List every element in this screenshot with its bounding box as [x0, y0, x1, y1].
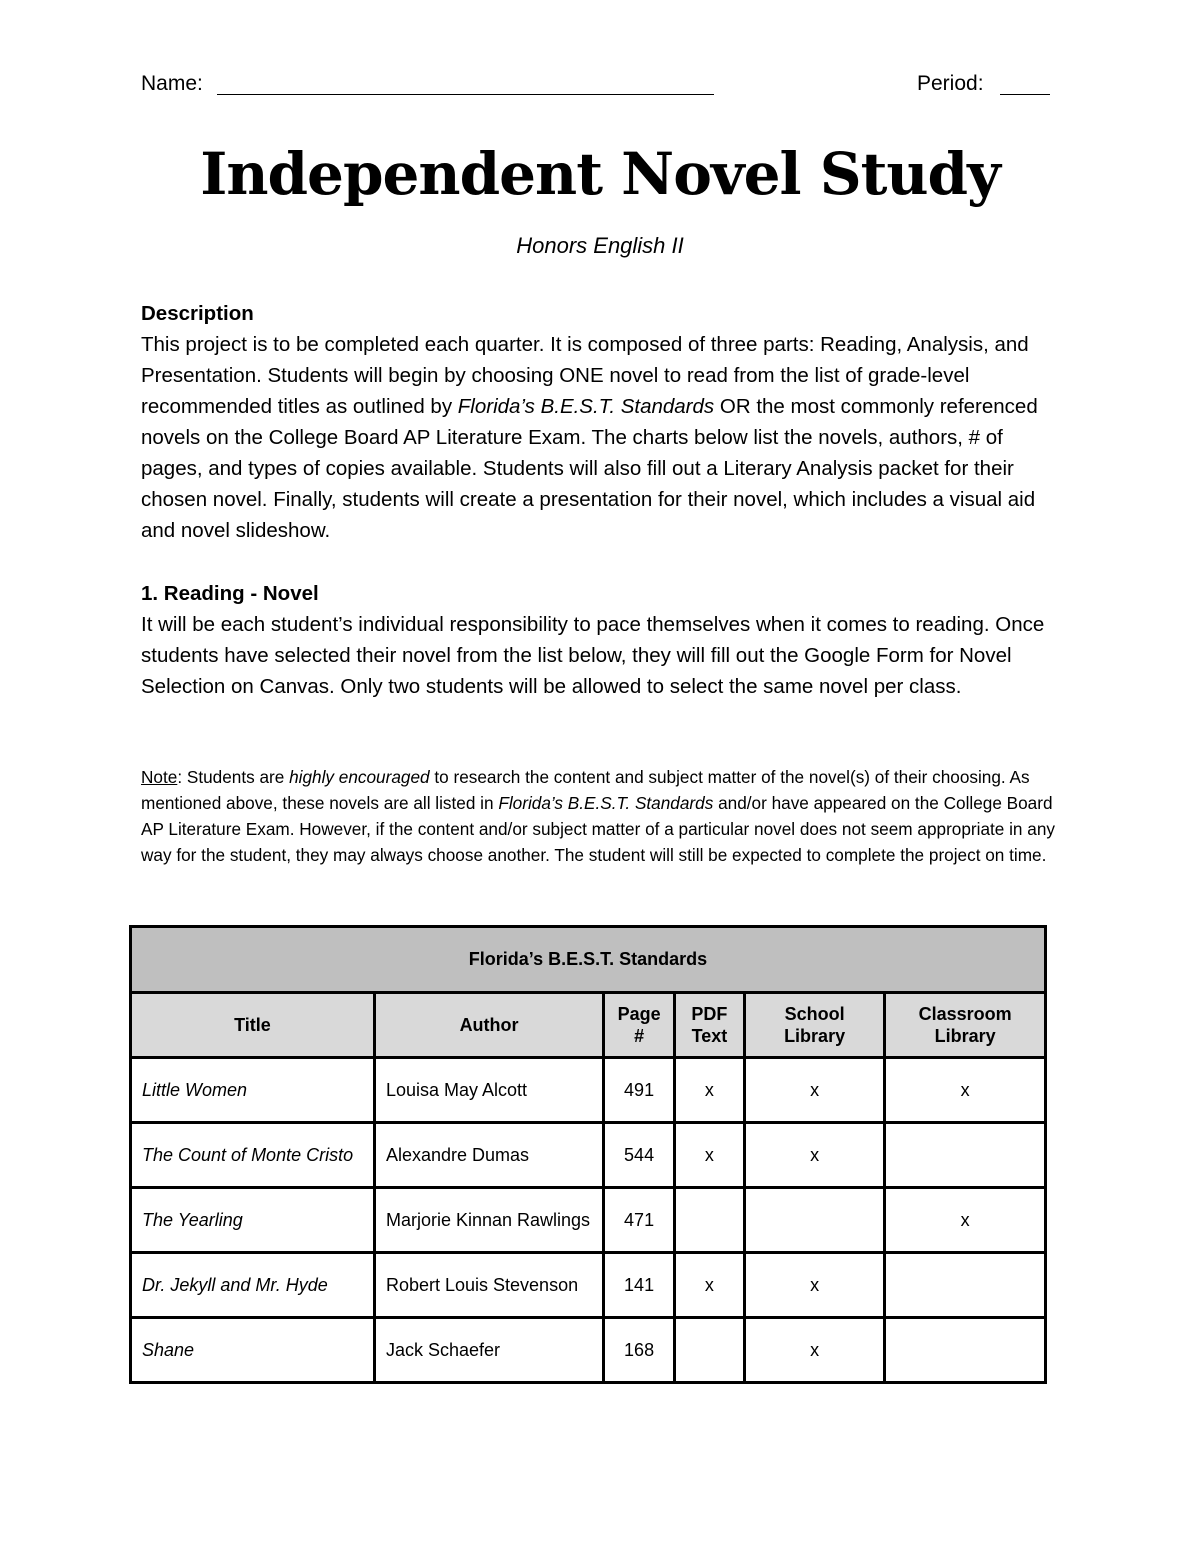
cell-pdf: x — [675, 1123, 745, 1188]
cell-classroom — [885, 1123, 1046, 1188]
header-line — [141, 72, 1051, 102]
table-row — [131, 1123, 1046, 1188]
table-header-row — [131, 993, 1046, 1058]
note-paragraph — [141, 764, 1061, 868]
cell-author: Robert Louis Stevenson — [374, 1253, 603, 1318]
name-label: Name: — [141, 72, 203, 95]
cell-author: Louisa May Alcott — [374, 1058, 603, 1123]
col-header-page-line2: # — [634, 1026, 645, 1046]
cell-author: Alexandre Dumas — [374, 1123, 603, 1188]
reading-heading: 1. Reading - Novel — [141, 582, 319, 605]
col-header-school-line2: Library — [784, 1026, 846, 1046]
reading-body: It will be each student’s individual responsibility to pace themselves when it comes to reading. Once students have selected their novel from the list below, they will fill out the Google Form for Novel Selection on Canvas. Only two students will be allowed to select the same novel per class. — [141, 613, 1045, 698]
cell-school: x — [744, 1253, 885, 1318]
cell-pages: 471 — [604, 1188, 675, 1253]
note-emphasis-1: highly encouraged — [289, 767, 430, 787]
cell-pages: 544 — [604, 1123, 675, 1188]
cell-pages: 141 — [604, 1253, 675, 1318]
col-header-pdf — [675, 993, 745, 1058]
col-header-pdf-line2: Text — [691, 1026, 728, 1046]
cell-pdf — [675, 1188, 745, 1253]
cell-pdf: x — [675, 1253, 745, 1318]
cell-classroom: x — [885, 1058, 1046, 1123]
page-subtitle: Honors English II — [516, 233, 684, 258]
col-header-author: Author — [374, 993, 603, 1058]
period-blank-line — [1000, 72, 1050, 95]
col-header-title: Title — [131, 993, 375, 1058]
cell-title: Little Women — [131, 1058, 375, 1123]
page-title: Independent Novel Study — [200, 140, 1000, 208]
table-caption: Florida’s B.E.S.T. Standards — [131, 927, 1046, 993]
cell-pdf: x — [675, 1058, 745, 1123]
col-header-classroom — [885, 993, 1046, 1058]
description-body — [141, 329, 1061, 546]
col-header-school-line1: School — [784, 1004, 845, 1024]
note-text-0: : Students are — [177, 767, 290, 787]
cell-classroom — [885, 1318, 1046, 1383]
description-text-2: OR the most commonly referenced novels on the College Board AP Literature Exam. The charts below list the novels, authors, # of pages, and types of copies available. Students will also fill out a Literary Analysis packet for their chosen novel. Finally, students will create a presentation for their novel, which includes a visual aid and novel slideshow. — [141, 395, 1038, 542]
col-header-classroom-line2: Library — [934, 1026, 996, 1046]
cell-classroom: x — [885, 1188, 1046, 1253]
reading-section — [141, 578, 1061, 702]
novels-table — [129, 925, 1047, 1384]
cell-author: Jack Schaefer — [374, 1318, 603, 1383]
cell-school: x — [744, 1318, 885, 1383]
cell-author: Marjorie Kinnan Rawlings — [374, 1188, 603, 1253]
cell-school — [744, 1188, 885, 1253]
col-header-page — [604, 993, 675, 1058]
note-label: Note — [141, 767, 178, 787]
table-row — [131, 1058, 1046, 1123]
col-header-page-line1: Page — [617, 1004, 661, 1024]
note-emphasis-2: Florida’s B.E.S.T. Standards — [498, 793, 714, 813]
table-row — [131, 1318, 1046, 1383]
cell-classroom — [885, 1253, 1046, 1318]
cell-pdf — [675, 1318, 745, 1383]
cell-pages: 168 — [604, 1318, 675, 1383]
cell-title: The Yearling — [131, 1188, 375, 1253]
table-row — [131, 1188, 1046, 1253]
col-header-classroom-line1: Classroom — [918, 1004, 1012, 1024]
cell-pages: 491 — [604, 1058, 675, 1123]
description-section — [141, 298, 1061, 546]
table-row — [131, 1253, 1046, 1318]
period-label: Period: — [917, 72, 984, 95]
cell-title: Shane — [131, 1318, 375, 1383]
cell-title: Dr. Jekyll and Mr. Hyde — [131, 1253, 375, 1318]
description-text-1: This project is to be completed each quarter. It is composed of three parts: Reading, Analysis, and Presentation. Students will begin by choosing ONE novel to read from the list of grade-level recommended titles as outlined by — [141, 333, 1029, 418]
cell-school: x — [744, 1058, 885, 1123]
description-text-italic: Florida’s B.E.S.T. Standards — [457, 395, 715, 418]
col-header-pdf-line1: PDF — [691, 1004, 728, 1024]
note-text-2: and/or have appeared on the College Board AP Literature Exam. However, if the content and/or subject matter of a particular novel does not seem appropriate in any way for the student, they may always choose another. The student will still be expected to complete the project on time. — [141, 793, 1055, 865]
note-text-1: to research the content and subject matter of the novel(s) of their choosing. As mentioned above, these novels are all listed in — [141, 767, 1030, 813]
table-caption-row — [131, 927, 1046, 993]
description-heading: Description — [141, 302, 254, 325]
cell-school: x — [744, 1123, 885, 1188]
name-blank-line — [217, 72, 714, 95]
col-header-school — [744, 993, 885, 1058]
cell-title: The Count of Monte Cristo — [131, 1123, 375, 1188]
